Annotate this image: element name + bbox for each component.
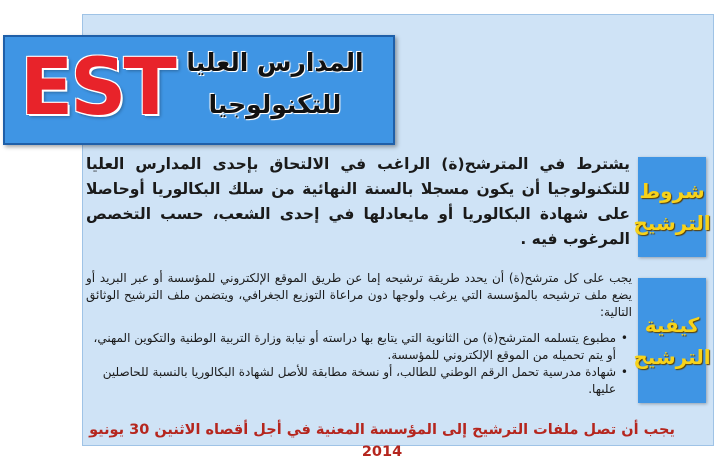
list-item: • شهادة مدرسية تحمل الرقم الوطني للطالب، أو نسخة مطابقة للأصل لشهادة البكالوريا بالنسبة للحاصلين عليها.: [86, 364, 616, 398]
header-title-line2: للتكنولوجيا: [208, 90, 342, 119]
list-item: • مطبوع يتسلمه المترشح(ة) من الثانوية التي يتابع بها دراسته أو نيابة وزارة التربية الوطنية والتكوين المهني، أو يتم تحميله من الموقع الإلكتروني للمؤسسة.: [86, 330, 616, 364]
est-logo: EST: [20, 43, 174, 133]
conditions-label-line1: شروط: [639, 179, 705, 203]
method-label-box: [633, 278, 711, 403]
header-title-line1: المدارس العليا: [186, 48, 364, 77]
method-label-line2: الترشيح: [633, 344, 711, 369]
deadline-notice: يجب أن تصل ملفات الترشيح إلى المؤسسة المعنية في أجل أقصاه الاثنين 30 يونيو 2014: [89, 422, 675, 460]
conditions-text: يشترط في المترشح(ة) الراغب في الالتحاق بإحدى المدارس العليا للتكنولوجيا أن يكون مسجلا بالسنة النهائية من سلك البكالوريا أوحاصلا على شهادة البكالوريا أو مايعادلها في إحدى الشعب، حسب التخصص المرغوب فيه .: [86, 155, 630, 248]
conditions-label-box: [633, 157, 711, 257]
method-intro-text: يجب على كل مترشح(ة) أن يحدد طريقة ترشيحه إما عن طريق الموقع الإلكتروني للمؤسسة أو عبر البريد أو يضع ملف ترشيحه بالمؤسسة التي يرغب ولوجها دون مراعاة التوزيع الجغرافي، ويتضمن ملف الترشيح الوثائق التالية:: [86, 271, 632, 319]
conditions-label-line2: الترشيح: [633, 211, 711, 235]
method-label-line1: كيفية: [644, 312, 700, 337]
documents-list: [86, 330, 630, 398]
